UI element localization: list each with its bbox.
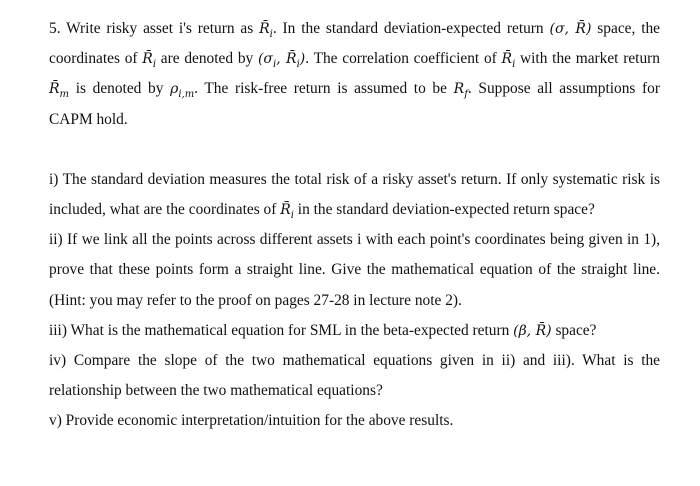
math-rho-im: $\rho_{i,m}$ bbox=[170, 81, 195, 101]
intro-text: . The risk-free return is assumed to be bbox=[194, 80, 454, 98]
intro-text: space, the coordinates of bbox=[49, 20, 661, 68]
question-i: i) The standard deviation measures the total risk of a risky asset's return. If only systematic risk is included, what are the coordinates of $R̄_i$ in the standard deviation-expected return space? bbox=[49, 170, 660, 221]
question-ii: ii) If we link all the points across different assets i with each point's coordinates being given in 1), prove that these points form a straight line. Give the mathematical equation of the straight line. (Hint: you may refer to the proof on pages 27-28 in lecture note 2). bbox=[49, 231, 660, 309]
math-r-bar-i: $R̄_i$ bbox=[142, 51, 157, 70]
math-r-bar-i: $R̄_i$ bbox=[259, 21, 273, 40]
intro-text: . Suppose all assumptions for CAPM hold. bbox=[49, 80, 660, 128]
math-sigma-r-space: (σ, R̄) bbox=[549, 21, 592, 37]
spacer bbox=[49, 135, 660, 165]
intro-paragraph bbox=[49, 14, 660, 135]
math-r-f: $R_f$ bbox=[453, 81, 468, 101]
intro-text: . In the standard deviation-expected return bbox=[272, 20, 550, 37]
math-beta-r-space: (β, R̄) bbox=[513, 322, 552, 339]
intro-text: 5. Write risky asset i's return as bbox=[49, 20, 260, 37]
question-intro bbox=[49, 14, 660, 135]
question-iii: iii) What is the mathematical equation for SML in the beta-expected return (β, R̄) space? bbox=[49, 321, 597, 339]
intro-text: with the market return bbox=[515, 50, 660, 68]
math-coordinates: ($\sigma_i$, $R̄_i$) bbox=[257, 51, 306, 70]
intro-text: are denoted by bbox=[156, 50, 258, 68]
math-r-bar-i: $R̄_i$ bbox=[280, 202, 294, 221]
intro-text: . The correlation coefficient of bbox=[305, 50, 502, 68]
math-r-bar-i: $R̄_i$ bbox=[501, 51, 516, 70]
intro-text: is denoted by bbox=[69, 80, 171, 98]
sub-questions bbox=[49, 165, 660, 437]
question-v: v) Provide economic interpretation/intuition for the above results. bbox=[49, 412, 454, 430]
math-r-bar-m: $R̄_m$ bbox=[49, 81, 70, 101]
question-iv: iv) Compare the slope of the two mathematical equations given in ii) and iii). What is the relationship between the two mathematical equations? bbox=[49, 352, 660, 400]
